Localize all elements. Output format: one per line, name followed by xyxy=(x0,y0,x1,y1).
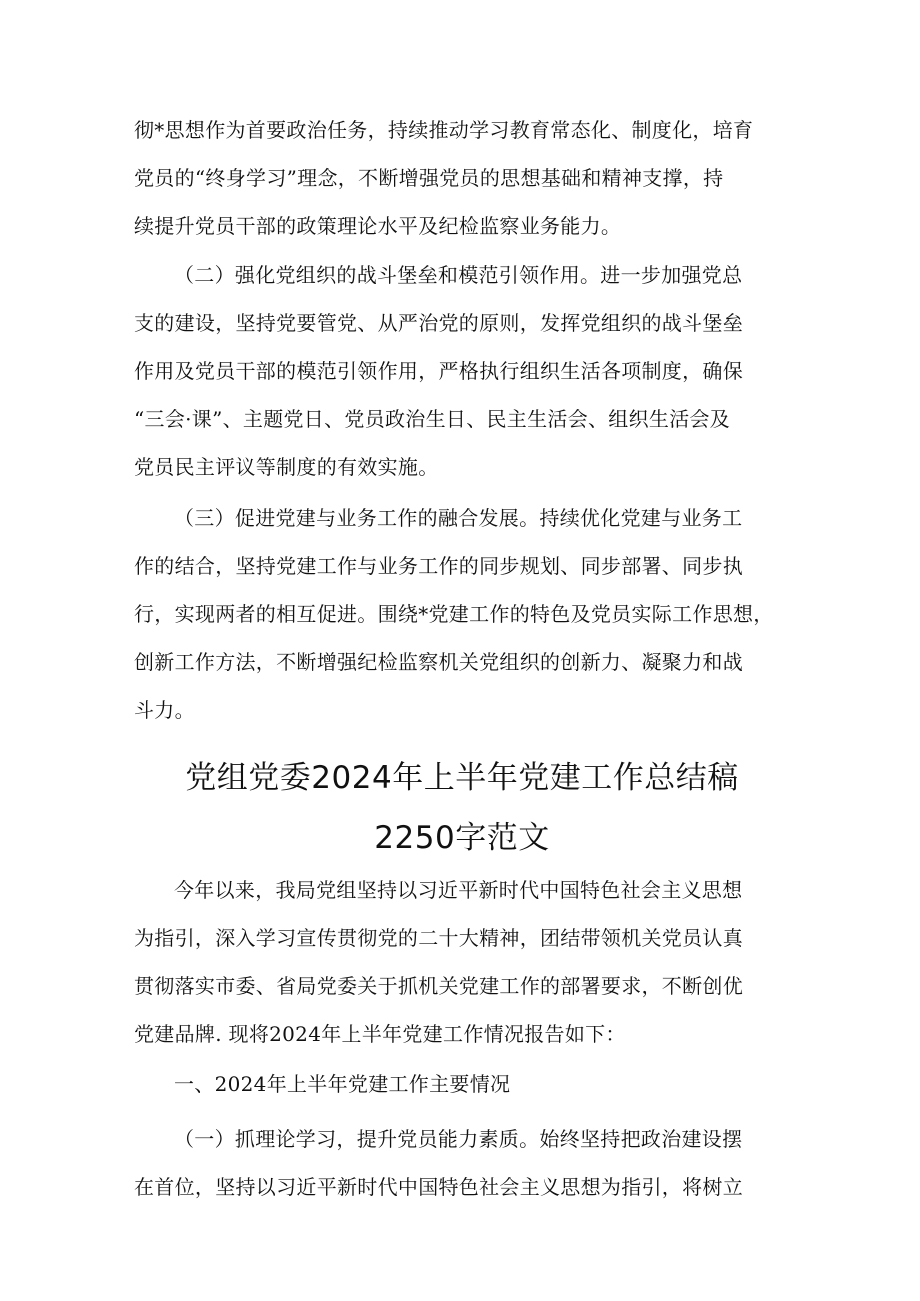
text-line: 彻*思想作为首要政治任务，持续推动学习教育常态化、制度化，培育 xyxy=(134,118,754,142)
text-line: （三）促进党建与业务工作的融合发展。持续优化党建与业务工 xyxy=(174,506,743,530)
text-line: 在首位，坚持以习近平新时代中国特色社会主义思想为指引，将树立 xyxy=(134,1175,743,1199)
text-line: 创新工作方法，不断增强纪检监察机关党组织的创新力、凝聚力和战 xyxy=(134,650,743,674)
text-line: （二）强化党组织的战斗堡垒和模范引领作用。进一步加强党总 xyxy=(174,263,743,287)
section-heading xyxy=(134,1060,790,1108)
text-line: 今年以来，我局党组坚持以习近平新时代中国特色社会主义思想 xyxy=(174,878,743,902)
text-line: 党建品牌. 现将2024年上半年党建工作情况报告如下： xyxy=(134,1022,626,1046)
text-line: 一、2024年上半年党建工作主要情况 xyxy=(174,1072,511,1096)
text-line: （一）抓理论学习，提升党员能力素质。始终坚持把政治建设摆 xyxy=(174,1127,743,1151)
text-line: 贯彻落实市委、省局党委关于抓机关党建工作的部署要求，不断创优 xyxy=(134,974,743,998)
text-line: 支的建设，坚持党要管党、从严治党的原则，发挥党组织的战斗堡垒 xyxy=(134,311,743,335)
title-line: 2250字范文 xyxy=(374,820,550,856)
text-line: 党员的“终身学习”理念，不断增强党员的思想基础和精神支撑，持 xyxy=(134,166,724,190)
paragraph-study-continuation xyxy=(134,106,790,250)
text-line: 党员民主评议等制度的有效实施。 xyxy=(134,455,439,479)
paragraph-integration xyxy=(134,494,790,734)
text-line: 斗力。 xyxy=(134,698,195,722)
paragraph-introduction xyxy=(134,866,790,1058)
document-title xyxy=(134,748,790,868)
text-line: 为指引，深入学习宣传贯彻党的二十大精神，团结带领机关党员认真 xyxy=(134,926,743,950)
text-line: 作的结合，坚持党建工作与业务工作的同步规划、同步部署、同步执 xyxy=(134,554,743,578)
paragraph-theory-study xyxy=(134,1115,790,1211)
title-line: 党组党委2024年上半年党建工作总结稿 xyxy=(185,760,739,796)
paragraph-party-organization xyxy=(134,251,790,491)
text-line: 行，实现两者的相互促进。围绕*党建工作的特色及党员实际工作思想， xyxy=(134,602,774,626)
text-line: 作用及党员干部的模范引领作用，严格执行组织生活各项制度，确保 xyxy=(134,359,743,383)
text-line: “三会·课”、主题党日、党员政治生日、民主生活会、组织生活会及 xyxy=(134,407,731,431)
text-line: 续提升党员干部的政策理论水平及纪检监察业务能力。 xyxy=(134,214,622,238)
